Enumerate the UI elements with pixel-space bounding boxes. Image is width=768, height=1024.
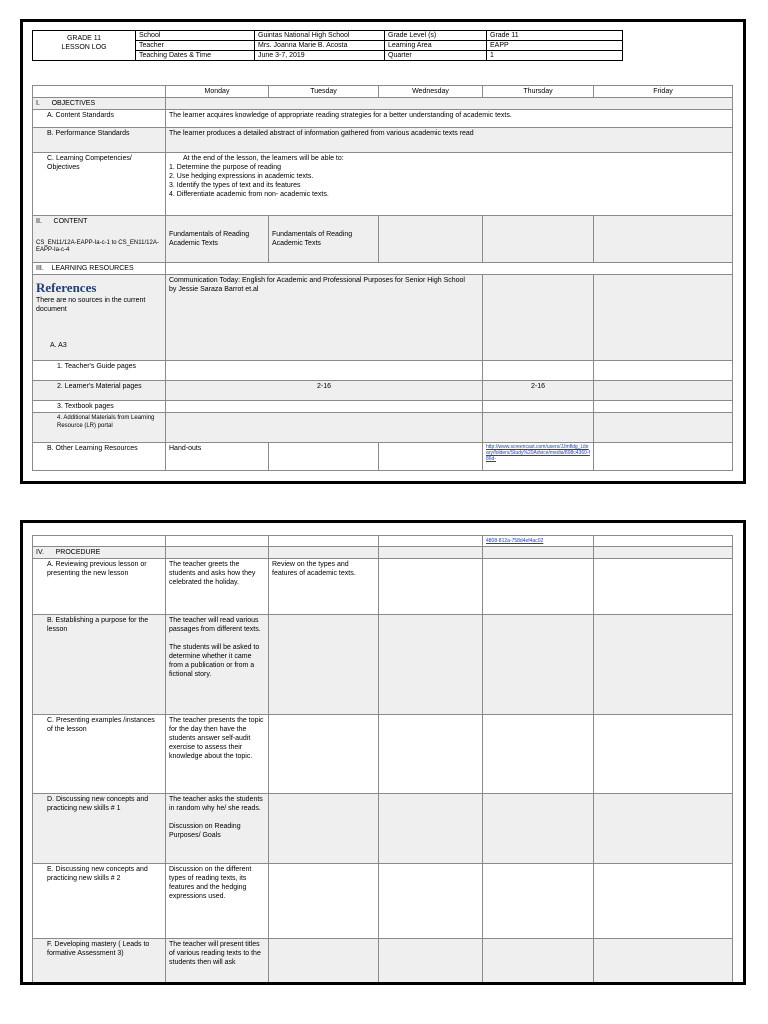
procedure-a-wednesday — [379, 559, 483, 615]
grade-level-label: Grade Level (s) — [385, 31, 487, 41]
procedure-label-c: C. Presenting examples /instances of the lesson — [33, 715, 166, 794]
content-wednesday — [379, 216, 483, 263]
continued-cell — [33, 536, 166, 547]
content-monday: Fundamentals of Reading Academic Texts — [166, 216, 269, 263]
procedure-b-tuesday — [269, 615, 379, 715]
learners-material-thursday: 2-16 — [483, 381, 594, 401]
content-tuesday: Fundamentals of Reading Academic Texts — [269, 216, 379, 263]
other-resources-tuesday — [269, 443, 379, 471]
competency-item: 1. Determine the purpose of reading — [169, 164, 282, 171]
procedure-e-thursday — [483, 864, 594, 939]
reference-book-text: Communication Today: English for Academic and Professional Purposes for Senior High School by Jessie Saraza Barrot et.al — [169, 277, 465, 293]
school-value: Guintas National High School — [255, 31, 385, 41]
competencies-cell — [166, 153, 733, 216]
quarter-value: 1 — [487, 51, 623, 61]
procedure-fill — [166, 547, 269, 559]
procedure-heading — [33, 547, 166, 559]
content-friday — [594, 216, 733, 263]
textbook-friday — [594, 401, 733, 413]
grade-level-value: Grade 11 — [487, 31, 623, 41]
procedure-fill — [483, 547, 594, 559]
teachers-guide-friday — [594, 361, 733, 381]
objectives-title: OBJECTIVES — [51, 100, 96, 107]
procedure-label-b: B. Establishing a purpose for the lesson — [33, 615, 166, 715]
procedure-f-monday: The teacher will present titles of various reading texts to the students then will ask — [166, 939, 269, 986]
learners-material-pages: 2-16 — [166, 381, 483, 401]
learning-area-value: EAPP — [487, 41, 623, 51]
procedure-label-e: E. Discussing new concepts and practicing new skills # 2 — [33, 864, 166, 939]
procedure-c-tuesday — [269, 715, 379, 794]
procedure-a-tuesday: Review on the types and features of academic texts. — [269, 559, 379, 615]
references-cell — [33, 275, 166, 361]
procedure-d-wednesday — [379, 794, 483, 864]
procedure-a-thursday — [483, 559, 594, 615]
screencast-link[interactable]: http://www.screencast.com/users/JJmfldg_Library/folders/Study%20Advice/media/898c4360-f86d- — [486, 444, 590, 462]
additional-friday — [594, 413, 733, 443]
procedure-b-thursday — [483, 615, 594, 715]
teacher-label: Teacher — [136, 41, 255, 51]
procedure-d-friday — [594, 794, 733, 864]
additional-thursday — [483, 413, 594, 443]
objectives-heading — [33, 98, 166, 110]
procedure-d-tuesday — [269, 794, 379, 864]
content-standards-label: A. Content Standards — [33, 110, 166, 128]
procedure-f-tuesday — [269, 939, 379, 986]
resources-num: III. — [36, 265, 44, 272]
competency-item: 4. Differentiate academic from non- academic texts. — [169, 191, 329, 198]
resources-row-fill — [166, 263, 733, 275]
additional-materials — [166, 413, 483, 443]
learners-material-friday — [594, 381, 733, 401]
procedure-c-thursday — [483, 715, 594, 794]
procedure-d-thursday — [483, 794, 594, 864]
procedure-b-wednesday — [379, 615, 483, 715]
day-friday: Friday — [594, 86, 733, 98]
procedure-f-friday — [594, 939, 733, 986]
other-resources-monday: Hand-outs — [166, 443, 269, 471]
resources-title: LEARNING RESOURCES — [51, 265, 134, 272]
procedure-label-d: D. Discussing new concepts and practicing new skills # 1 — [33, 794, 166, 864]
day-wednesday: Wednesday — [379, 86, 483, 98]
procedure-f-thursday — [483, 939, 594, 986]
day-tuesday: Tuesday — [269, 86, 379, 98]
teachers-guide-pages — [166, 361, 483, 381]
lesson-log-page-2 — [20, 520, 746, 985]
procedure-c-monday: The teacher presents the topic for the day then have the students answer self-audit exercise to assess their knowledge about the topic. — [166, 715, 269, 794]
procedure-a-monday: The teacher greets the students and asks how they celebrated the holiday. — [166, 559, 269, 615]
continued-cell — [379, 536, 483, 547]
learning-area-label: Learning Area — [385, 41, 487, 51]
procedure-e-friday — [594, 864, 733, 939]
corner-cell — [33, 86, 166, 98]
teachers-guide-label: 1. Teacher's Guide pages — [33, 361, 166, 381]
textbook-pages-label: 3. Textbook pages — [33, 401, 166, 413]
reference-book — [166, 275, 483, 361]
content-title: CONTENT — [53, 218, 88, 225]
competency-item: 2. Use hedging expressions in academic texts. — [169, 173, 314, 180]
grade-line: GRADE 11 — [66, 35, 102, 42]
content-standards-text: The learner acquires knowledge of appropriate reading strategies for a better understanding of academic texts. — [166, 110, 733, 128]
content-thursday — [483, 216, 594, 263]
procedure-c-friday — [594, 715, 733, 794]
screencast-link-continued[interactable]: 4808-812a-758d4ef4ac02 — [486, 538, 544, 544]
references-title: References — [36, 280, 97, 295]
lesson-plan-table — [32, 85, 733, 471]
competency-codes: CS_EN11/12A-EAPP-Ia-c-1 to CS_EN11/12A-EAPP-Ia-c-4 — [36, 240, 159, 253]
quarter-label: Quarter — [385, 51, 487, 61]
competency-item: 3. Identify the types of text and its features — [169, 182, 301, 189]
school-label: School — [136, 31, 255, 41]
content-heading-cell — [33, 216, 166, 263]
competencies-label: C. Learning Competencies/ Objectives — [33, 153, 166, 216]
competencies-intro: At the end of the lesson, the learners will be able to: — [183, 155, 344, 162]
references-thursday — [483, 275, 594, 361]
procedure-label-f: F. Developing mastery ( Leads to formative Assessment 3) — [33, 939, 166, 986]
learners-material-label: 2. Learner's Material pages — [33, 381, 166, 401]
lesson-log-page-1 — [20, 19, 746, 484]
procedure-num: IV. — [36, 549, 44, 556]
dates-value: June 3-7, 2019 — [255, 51, 385, 61]
procedure-d-monday: The teacher asks the students in random why he/ she reads. Discussion on Reading Purposes/ Goals — [166, 794, 269, 864]
teacher-value: Mrs. Joanna Marie B. Acosta — [255, 41, 385, 51]
content-num: II. — [36, 218, 42, 225]
procedure-f-wednesday — [379, 939, 483, 986]
objectives-num: I. — [36, 100, 40, 107]
no-sources-text: There are no sources in the current document — [36, 297, 146, 313]
procedure-b-friday — [594, 615, 733, 715]
teachers-guide-thursday — [483, 361, 594, 381]
references-friday — [594, 275, 733, 361]
textbook-pages — [166, 401, 483, 413]
procedure-fill — [269, 547, 379, 559]
procedure-a-friday — [594, 559, 733, 615]
lesson-log-line: LESSON LOG — [61, 44, 107, 51]
continued-cell — [269, 536, 379, 547]
other-resources-wednesday — [379, 443, 483, 471]
textbook-thursday — [483, 401, 594, 413]
continued-link-cell[interactable] — [483, 536, 594, 547]
procedure-e-monday: Discussion on the different types of reading texts, its features and the hedging expressions used. — [166, 864, 269, 939]
objectives-row-fill — [166, 98, 733, 110]
procedure-label-a: A. Reviewing previous lesson or presenting the new lesson — [33, 559, 166, 615]
grade-lesson-log-cell — [33, 31, 136, 61]
procedure-b-monday: The teacher will read various passages from different texts. The students will be asked to determine whether it came from a publication or from a fictional story. — [166, 615, 269, 715]
procedure-c-wednesday — [379, 715, 483, 794]
a3-label: A. A3 — [50, 342, 67, 349]
procedure-fill — [379, 547, 483, 559]
other-resources-label: B. Other Learning Resources — [33, 443, 166, 471]
procedure-e-wednesday — [379, 864, 483, 939]
procedure-e-tuesday — [269, 864, 379, 939]
other-resources-thursday[interactable] — [483, 443, 594, 471]
header-table — [32, 30, 623, 61]
resources-heading — [33, 263, 166, 275]
procedure-title: PROCEDURE — [55, 549, 101, 556]
day-monday: Monday — [166, 86, 269, 98]
day-thursday: Thursday — [483, 86, 594, 98]
procedure-fill — [594, 547, 733, 559]
continued-cell — [594, 536, 733, 547]
procedure-table — [32, 535, 733, 985]
performance-standards-label: B. Performance Standards — [33, 128, 166, 153]
content-heading — [36, 217, 162, 226]
other-resources-friday — [594, 443, 733, 471]
dates-label: Teaching Dates & Time — [136, 51, 255, 61]
continued-cell — [166, 536, 269, 547]
performance-standards-text: The learner produces a detailed abstract of information gathered from various academic texts read — [166, 128, 733, 153]
additional-materials-label: 4. Additional Materials from Learning Resource (LR) portal — [33, 413, 166, 443]
